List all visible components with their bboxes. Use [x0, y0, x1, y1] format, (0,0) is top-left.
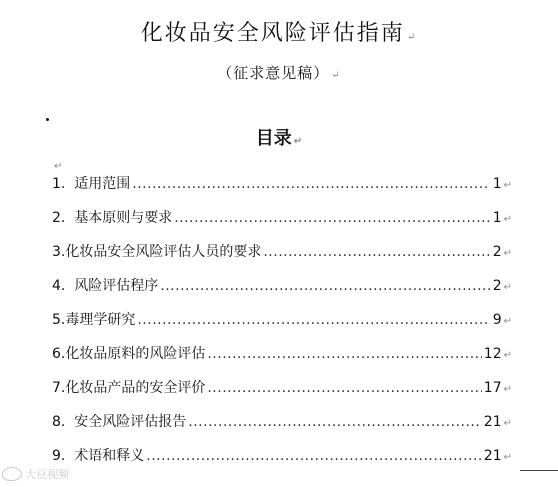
- toc-leader-dots: [263, 244, 489, 260]
- toc-entry-page: 12: [483, 346, 502, 362]
- toc-entry-title: 化妆品安全风险评估人员的要求: [65, 244, 262, 260]
- toc-heading-text: 目录: [255, 128, 292, 149]
- paragraph-mark-icon: ↵: [54, 161, 63, 172]
- document-title: [0, 16, 558, 47]
- toc-entry-page: 2: [492, 244, 502, 260]
- toc-entry[interactable]: [52, 207, 512, 241]
- toc-entry-number: 3.: [52, 244, 66, 260]
- toc-leader-dots: [174, 210, 489, 226]
- toc-entry[interactable]: [52, 173, 512, 207]
- toc-entry-page: 2: [492, 278, 502, 294]
- paragraph-mark-icon: ↵: [406, 32, 418, 43]
- toc-entry[interactable]: [52, 411, 512, 445]
- table-of-contents: [52, 173, 512, 479]
- watermark: [2, 466, 69, 482]
- toc-leader-dots: [160, 278, 489, 294]
- paragraph-mark-icon: ↵: [293, 136, 303, 147]
- toc-entry-page: 21: [483, 448, 502, 464]
- toc-entry-title: 化妆品原料的风险评估: [65, 346, 206, 362]
- toc-entry[interactable]: [52, 241, 512, 275]
- paragraph-mark-icon: ↵: [503, 452, 512, 463]
- toc-entry-number: 5.: [52, 312, 66, 328]
- toc-entry-title: 术语和释义: [74, 448, 145, 464]
- paragraph-mark-icon: ↵: [503, 282, 512, 293]
- toc-entry-title: 化妆品产品的安全评价: [65, 380, 206, 396]
- toc-entry-title: 毒理学研究: [65, 312, 136, 328]
- paragraph-mark-icon: ↵: [503, 180, 512, 191]
- document-subtitle: [0, 62, 558, 83]
- paragraph-mark-icon: ↵: [503, 418, 512, 429]
- toc-entry-title: 风险评估程序: [74, 278, 159, 294]
- paragraph-mark-icon: ↵: [503, 316, 512, 327]
- toc-entry-number: 8.: [52, 414, 75, 430]
- toc-leader-dots: [132, 176, 489, 192]
- toc-entry-title: 安全风险评估报告: [74, 414, 187, 430]
- toc-entry-page: 9: [492, 312, 502, 328]
- paragraph-mark-icon: ↵: [503, 384, 512, 395]
- toc-leader-dots: [146, 448, 482, 464]
- toc-entry[interactable]: [52, 275, 512, 309]
- document-title-text: 化妆品安全风险评估指南: [140, 21, 405, 46]
- toc-entry-number: 7.: [52, 380, 66, 396]
- toc-entry[interactable]: [52, 377, 512, 411]
- toc-entry-page: 17: [483, 380, 502, 396]
- toc-entry-number: 1.: [52, 176, 75, 192]
- watermark-logo-icon: [2, 467, 22, 481]
- toc-entry-page: 1: [492, 176, 502, 192]
- blank-paragraph: [52, 154, 62, 173]
- toc-entry[interactable]: [52, 343, 512, 377]
- document-subtitle-text: （征求意见稿）: [217, 64, 330, 82]
- toc-leader-dots: [188, 414, 482, 430]
- toc-entry-title: 基本原则与要求: [74, 210, 173, 226]
- toc-leader-dots: [207, 380, 481, 396]
- toc-entry-title: 适用范围: [74, 176, 131, 192]
- paragraph-mark-icon: ↵: [503, 350, 512, 361]
- toc-entry[interactable]: [52, 309, 512, 343]
- toc-leader-dots: [207, 346, 481, 362]
- toc-heading: [0, 124, 558, 150]
- toc-entry-number: 9.: [52, 448, 75, 464]
- toc-entry-number: 2.: [52, 210, 75, 226]
- toc-entry-number: 6.: [52, 346, 66, 362]
- paragraph-mark-icon: ↵: [331, 70, 341, 81]
- paragraph-mark-icon: ↵: [503, 248, 512, 259]
- toc-entry-page: 1: [492, 210, 502, 226]
- paragraph-mark-icon: ↵: [503, 214, 512, 225]
- toc-entry-number: 4.: [52, 278, 75, 294]
- toc-entry-page: 21: [483, 414, 502, 430]
- bullet-dot-icon: [46, 118, 49, 121]
- page-edge-line: [520, 470, 558, 471]
- watermark-text: 大豆视频: [25, 468, 69, 481]
- toc-entry[interactable]: [52, 445, 512, 479]
- toc-leader-dots: [137, 312, 489, 328]
